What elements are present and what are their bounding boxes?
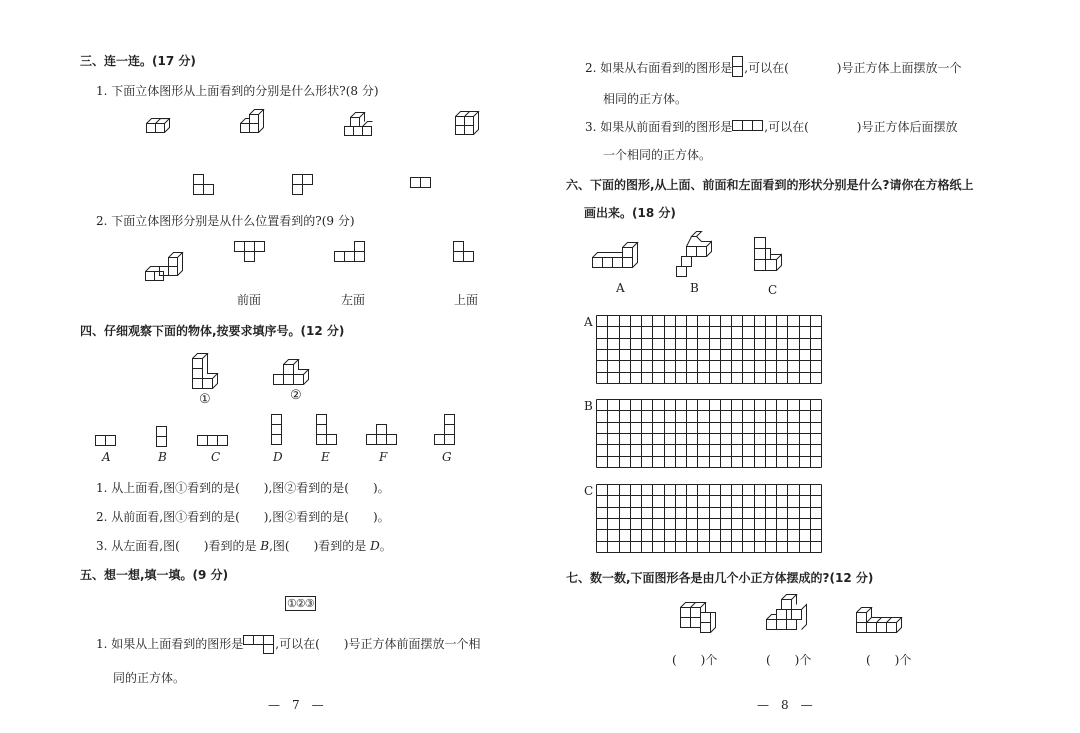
count-answer-3[interactable]: ( )个 bbox=[866, 653, 912, 667]
solid-figure-c bbox=[754, 232, 790, 278]
solid-figure-a bbox=[592, 244, 640, 278]
top-view-shape-3 bbox=[410, 176, 434, 190]
option-label-e: E bbox=[321, 450, 330, 464]
figure-label-c: C bbox=[768, 283, 778, 297]
section-6-title: 六、下面的图形,从上面、前面和左面看到的形状分别是什么?请你在方格纸上 bbox=[566, 178, 974, 192]
section-4-title: 四、仔细观察下面的物体,按要求填序号。(12 分) bbox=[80, 324, 345, 338]
count-figure-2 bbox=[766, 596, 814, 638]
option-label-g: G bbox=[442, 450, 452, 464]
solid-figure-1 bbox=[146, 115, 176, 139]
option-shape-e bbox=[315, 414, 339, 448]
numbered-cubes: ①②③ bbox=[287, 597, 314, 610]
top-view-inline-shape bbox=[243, 634, 275, 654]
count-figure-3 bbox=[856, 604, 910, 638]
s5-question-1: 1. 如果从上面看到的图形是 ,可以在( )号正方体前面摆放一个相 bbox=[96, 634, 480, 654]
page-number-left: — 7 — bbox=[268, 698, 324, 712]
count-answer-2[interactable]: ( )个 bbox=[766, 653, 812, 667]
view-shape-left bbox=[334, 240, 368, 266]
s5-question-1-cont: 同的正方体。 bbox=[113, 671, 186, 685]
grid-paper-b[interactable] bbox=[596, 399, 822, 468]
solid-figure-2 bbox=[240, 108, 270, 138]
solid-figure-b bbox=[676, 233, 718, 279]
figure-label-a: A bbox=[616, 281, 625, 295]
fig-label-1: ① bbox=[199, 392, 211, 407]
grid-paper-a[interactable] bbox=[596, 315, 822, 384]
s5-question-3-cont: 一个相同的正方体。 bbox=[603, 148, 712, 162]
view-label-top: 上面 bbox=[454, 293, 479, 307]
grid-paper-c[interactable] bbox=[596, 484, 822, 553]
count-answer-1[interactable]: ( )个 bbox=[672, 653, 718, 667]
figure-label-b: B bbox=[690, 281, 699, 295]
option-shape-f bbox=[366, 424, 400, 448]
s4-question-3: 3. 从左面看,图( )看到的是 B,图( )看到的是 D。 bbox=[96, 539, 392, 553]
option-shape-c bbox=[197, 434, 231, 448]
option-label-f: F bbox=[379, 450, 388, 464]
section-5-title: 五、想一想,填一填。(9 分) bbox=[80, 568, 229, 582]
s3-question-1: 1. 下面立体图形从上面看到的分别是什么形状?(8 分) bbox=[96, 84, 379, 98]
section-3-title: 三、连一连。(17 分) bbox=[80, 54, 196, 68]
option-shape-d bbox=[270, 414, 284, 448]
view-label-front: 前面 bbox=[237, 293, 262, 307]
grid-label-b: B bbox=[584, 399, 593, 413]
s5-question-2: 2. 如果从右面看到的图形是 ,可以在( )号正方体上面摆放一个 bbox=[585, 56, 961, 78]
option-shape-b bbox=[155, 426, 169, 450]
option-label-c: C bbox=[211, 450, 221, 464]
top-view-shape-2 bbox=[292, 173, 316, 197]
s5-question-3: 3. 如果从前面看到的图形是 ,可以在( )号正方体后面摆放 bbox=[585, 120, 958, 134]
right-view-inline-shape bbox=[732, 56, 744, 78]
page-number-right: — 8 — bbox=[757, 698, 813, 712]
solid-figure-1-s4 bbox=[192, 350, 224, 392]
fig-label-2: ② bbox=[290, 388, 302, 403]
solid-figure-q2 bbox=[145, 252, 187, 284]
option-label-d: D bbox=[273, 450, 283, 464]
option-shape-g bbox=[433, 414, 457, 448]
solid-figure-2-s4 bbox=[273, 358, 317, 388]
option-shape-a bbox=[95, 434, 119, 448]
s4-question-1: 1. 从上面看,图①看到的是( ),图②看到的是( )。 bbox=[96, 481, 390, 495]
front-view-inline-shape bbox=[732, 120, 764, 132]
view-label-left: 左面 bbox=[341, 293, 366, 307]
solid-figure-4 bbox=[455, 110, 485, 138]
top-view-shape-1 bbox=[193, 173, 217, 197]
solid-figure-3 bbox=[344, 108, 376, 140]
option-label-b: B bbox=[158, 450, 167, 464]
grid-label-c: C bbox=[584, 484, 594, 498]
grid-label-a: A bbox=[584, 315, 593, 329]
count-figure-1 bbox=[680, 596, 724, 638]
view-shape-front bbox=[234, 240, 268, 266]
option-label-a: A bbox=[102, 450, 111, 464]
s3-question-2: 2. 下面立体图形分别是从什么位置看到的?(9 分) bbox=[96, 214, 355, 228]
s4-question-2: 2. 从前面看,图①看到的是( ),图②看到的是( )。 bbox=[96, 510, 390, 524]
section-7-title: 七、数一数,下面图形各是由几个小正方体摆成的?(12 分) bbox=[566, 571, 874, 585]
view-shape-top bbox=[453, 240, 477, 266]
s5-question-2-cont: 相同的正方体。 bbox=[603, 92, 688, 106]
section-6-title-cont: 画出来。(18 分) bbox=[584, 206, 676, 220]
